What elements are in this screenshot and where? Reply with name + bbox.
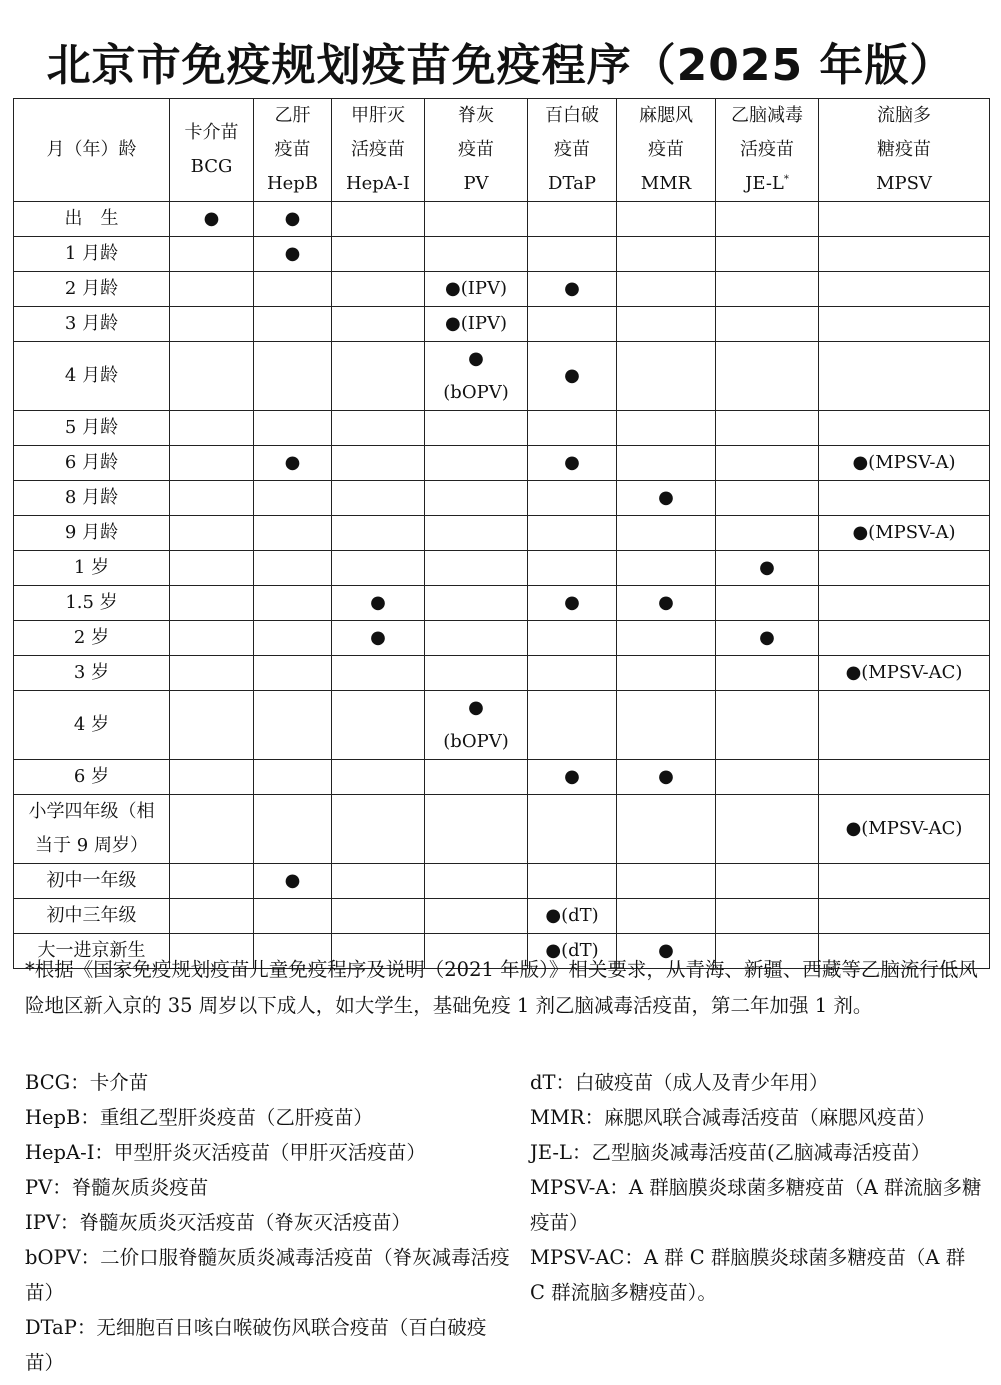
schedule-cell — [254, 446, 332, 481]
schedule-cell — [254, 621, 332, 656]
dose-mark: ● — [284, 208, 301, 229]
schedule-cell — [819, 202, 990, 237]
table-row — [14, 516, 990, 551]
schedule-cell — [170, 795, 254, 864]
table-row — [14, 899, 990, 934]
schedule-cell — [716, 551, 819, 586]
legend-left-column — [25, 1065, 515, 1380]
schedule-cell — [332, 621, 425, 656]
legend-item: MPSV-AC：A 群 C 群脑膜炎球菌多糖疫苗（A 群 C 群流脑多糖疫苗）。 — [530, 1246, 966, 1304]
schedule-cell — [716, 202, 819, 237]
row-age-label: 6 月龄 — [14, 446, 170, 481]
schedule-cell — [819, 237, 990, 272]
schedule-cell — [170, 481, 254, 516]
schedule-cell — [617, 795, 716, 864]
column-header-hepa: 甲肝灭 活疫苗 HepA-I — [332, 99, 425, 202]
schedule-cell — [528, 272, 617, 307]
schedule-cell — [332, 691, 425, 760]
dose-mark: ● — [564, 365, 580, 386]
schedule-cell — [819, 272, 990, 307]
legend-item: IPV：脊髓灰质炎灭活疫苗（脊灰灭活疫苗） — [25, 1211, 411, 1234]
schedule-cell — [425, 202, 528, 237]
schedule-cell — [170, 272, 254, 307]
schedule-cell — [617, 237, 716, 272]
schedule-cell — [332, 342, 425, 411]
schedule-cell — [716, 342, 819, 411]
schedule-cell — [819, 864, 990, 899]
schedule-cell — [617, 342, 716, 411]
schedule-cell — [170, 691, 254, 760]
dose-mark: ●(MPSV-AC) — [845, 818, 963, 839]
legend-item: MPSV-A：A 群脑膜炎球菌多糖疫苗（A 群流脑多糖疫苗） — [530, 1176, 982, 1234]
schedule-cell — [819, 795, 990, 864]
legend-item: DTaP：无细胞百日咳白喉破伤风联合疫苗（百白破疫苗） — [25, 1316, 487, 1374]
schedule-cell — [254, 551, 332, 586]
row-age-label: 8 月龄 — [14, 481, 170, 516]
schedule-cell — [170, 899, 254, 934]
schedule-cell — [528, 551, 617, 586]
schedule-cell — [528, 446, 617, 481]
legend-item: BCG：卡介苗 — [25, 1071, 149, 1094]
footnote — [25, 952, 981, 1024]
table-row — [14, 760, 990, 795]
table-row — [14, 551, 990, 586]
schedule-cell — [617, 516, 716, 551]
footnote-text: *根据《国家免疫规划疫苗儿童免疫程序及说明（2021 年版）》相关要求，从青海、新疆、西藏等乙脑流行低风险地区新入京的 35 周岁以下成人，如大学生，基础免疫 1 剂乙脑减毒活疫苗，第二年加强 1 剂。 — [25, 958, 978, 1017]
row-age-label: 2 岁 — [14, 621, 170, 656]
schedule-cell — [617, 551, 716, 586]
table-row — [14, 864, 990, 899]
schedule-cell — [617, 760, 716, 795]
row-age-label: 5 月龄 — [14, 411, 170, 446]
dose-mark: ● — [284, 243, 301, 264]
schedule-cell — [819, 760, 990, 795]
schedule-cell — [170, 446, 254, 481]
row-age-label: 4 岁 — [14, 691, 170, 760]
dose-mark: (bOPV) — [443, 382, 509, 403]
schedule-cell — [819, 656, 990, 691]
schedule-cell — [170, 307, 254, 342]
dose-mark: ● — [759, 557, 775, 578]
schedule-cell — [254, 656, 332, 691]
dose-mark: ● — [564, 766, 580, 787]
row-age-label: 初中三年级 — [14, 899, 170, 934]
row-age-label: 2 月龄 — [14, 272, 170, 307]
schedule-cell — [716, 307, 819, 342]
dose-mark: ● — [370, 592, 386, 613]
schedule-cell — [528, 202, 617, 237]
dose-mark: ● — [759, 627, 775, 648]
schedule-cell — [716, 446, 819, 481]
dose-mark: ●(MPSV-A) — [852, 522, 956, 543]
schedule-cell — [425, 481, 528, 516]
schedule-cell — [332, 551, 425, 586]
schedule-cell — [528, 760, 617, 795]
dose-mark: ● — [468, 697, 484, 718]
legend-item: PV：脊髓灰质炎疫苗 — [25, 1176, 209, 1199]
page-title: 北京市免疫规划疫苗免疫程序（2025 年版） — [46, 40, 955, 91]
schedule-cell — [716, 760, 819, 795]
schedule-cell — [170, 411, 254, 446]
column-header-pv: 脊灰 疫苗 PV — [425, 99, 528, 202]
table-row — [14, 621, 990, 656]
schedule-cell — [819, 691, 990, 760]
schedule-cell — [528, 899, 617, 934]
schedule-cell — [254, 516, 332, 551]
schedule-cell — [332, 864, 425, 899]
dose-mark: (bOPV) — [443, 731, 509, 752]
schedule-cell — [528, 411, 617, 446]
legend-item: dT：白破疫苗（成人及青少年用） — [530, 1071, 829, 1094]
schedule-cell — [170, 342, 254, 411]
schedule-cell — [716, 621, 819, 656]
schedule-cell — [425, 621, 528, 656]
table-row — [14, 342, 990, 411]
dose-mark: ● — [284, 452, 301, 473]
schedule-cell — [332, 795, 425, 864]
dose-mark: ● — [564, 592, 580, 613]
schedule-cell — [170, 656, 254, 691]
row-age-label: 大一进京新生 — [14, 934, 170, 969]
table-row — [14, 237, 990, 272]
row-age-label: 初中一年级 — [14, 864, 170, 899]
schedule-cell — [819, 586, 990, 621]
schedule-cell — [528, 342, 617, 411]
legend-item: MMR：麻腮风联合减毒活疫苗（麻腮风疫苗） — [530, 1106, 936, 1129]
schedule-cell — [716, 516, 819, 551]
schedule-cell — [716, 272, 819, 307]
schedule-cell — [617, 899, 716, 934]
schedule-cell — [528, 516, 617, 551]
schedule-cell — [716, 411, 819, 446]
dose-mark: ●(dT) — [545, 940, 599, 961]
table-row — [14, 795, 990, 864]
dose-mark: ● — [658, 940, 674, 961]
dose-mark: ● — [658, 487, 674, 508]
schedule-cell — [332, 760, 425, 795]
schedule-cell — [332, 237, 425, 272]
schedule-cell — [617, 481, 716, 516]
table-row — [14, 272, 990, 307]
row-age-label: 3 岁 — [14, 656, 170, 691]
schedule-cell — [425, 446, 528, 481]
schedule-cell — [170, 202, 254, 237]
row-age-label: 出 生 — [14, 202, 170, 237]
schedule-cell — [617, 411, 716, 446]
schedule-cell — [528, 621, 617, 656]
schedule-cell — [254, 202, 332, 237]
schedule-cell — [528, 691, 617, 760]
schedule-cell — [170, 551, 254, 586]
dose-mark: ●(IPV) — [445, 313, 507, 334]
schedule-cell — [332, 272, 425, 307]
schedule-cell — [254, 899, 332, 934]
column-header-jel: 乙脑减毒 活疫苗 JE-L* — [716, 99, 819, 202]
schedule-cell — [170, 586, 254, 621]
table-row — [14, 586, 990, 621]
row-age-label: 4 月龄 — [14, 342, 170, 411]
schedule-cell — [332, 202, 425, 237]
column-header-mpsv: 流脑多 糖疫苗 MPSV — [819, 99, 990, 202]
schedule-cell — [617, 864, 716, 899]
legend-item: JE-L：乙型脑炎减毒活疫苗(乙脑减毒活疫苗） — [530, 1141, 931, 1164]
schedule-cell — [528, 795, 617, 864]
schedule-cell — [617, 446, 716, 481]
dose-mark: ●(MPSV-A) — [852, 452, 956, 473]
schedule-cell — [170, 516, 254, 551]
schedule-cell — [716, 795, 819, 864]
row-age-label: 1 岁 — [14, 551, 170, 586]
dose-mark: ● — [564, 278, 580, 299]
schedule-cell — [254, 864, 332, 899]
schedule-cell — [425, 864, 528, 899]
schedule-cell — [617, 586, 716, 621]
table-row — [14, 411, 990, 446]
schedule-cell — [170, 760, 254, 795]
schedule-cell — [332, 481, 425, 516]
dose-mark: ● — [658, 592, 674, 613]
row-age-label: 1 月龄 — [14, 237, 170, 272]
schedule-cell — [425, 272, 528, 307]
schedule-cell — [425, 411, 528, 446]
row-age-label: 9 月龄 — [14, 516, 170, 551]
schedule-cell — [716, 481, 819, 516]
table-row — [14, 446, 990, 481]
schedule-cell — [528, 481, 617, 516]
legend-item: HepA-I：甲型肝炎灭活疫苗（甲肝灭活疫苗） — [25, 1141, 426, 1164]
dose-mark: ● — [284, 870, 301, 891]
schedule-cell — [254, 342, 332, 411]
schedule-cell — [254, 586, 332, 621]
schedule-cell — [425, 760, 528, 795]
schedule-cell — [332, 899, 425, 934]
schedule-cell — [332, 656, 425, 691]
column-header-bcg: 卡介苗 BCG — [170, 99, 254, 202]
schedule-cell — [254, 237, 332, 272]
schedule-cell — [617, 202, 716, 237]
schedule-cell — [528, 864, 617, 899]
table-row — [14, 307, 990, 342]
schedule-cell — [716, 656, 819, 691]
column-header-dtap: 百白破 疫苗 DTaP — [528, 99, 617, 202]
schedule-cell — [528, 307, 617, 342]
schedule-cell — [425, 795, 528, 864]
schedule-cell — [170, 237, 254, 272]
legend-item: HepB：重组乙型肝炎疫苗（乙肝疫苗） — [25, 1106, 373, 1129]
schedule-cell — [254, 411, 332, 446]
schedule-cell — [528, 237, 617, 272]
schedule-cell — [170, 864, 254, 899]
row-age-label: 3 月龄 — [14, 307, 170, 342]
schedule-cell — [819, 516, 990, 551]
schedule-cell — [425, 237, 528, 272]
schedule-cell — [716, 899, 819, 934]
schedule-cell — [254, 307, 332, 342]
schedule-cell — [716, 237, 819, 272]
dose-mark: ● — [370, 627, 386, 648]
table-header-row — [14, 99, 990, 202]
schedule-cell — [170, 621, 254, 656]
schedule-cell — [254, 481, 332, 516]
schedule-cell — [819, 621, 990, 656]
schedule-cell — [617, 307, 716, 342]
dose-mark: ● — [564, 452, 580, 473]
schedule-cell — [425, 307, 528, 342]
schedule-cell — [528, 656, 617, 691]
schedule-cell — [332, 516, 425, 551]
dose-mark: ●(dT) — [545, 905, 599, 926]
age-column-header: 月（年）龄 — [14, 99, 170, 202]
schedule-cell — [332, 307, 425, 342]
schedule-cell — [819, 551, 990, 586]
schedule-cell — [254, 760, 332, 795]
schedule-cell — [819, 307, 990, 342]
schedule-cell — [425, 656, 528, 691]
schedule-cell — [716, 691, 819, 760]
row-age-label: 6 岁 — [14, 760, 170, 795]
schedule-cell — [425, 551, 528, 586]
dose-mark: ●(MPSV-AC) — [845, 662, 963, 683]
immunization-schedule-table — [13, 98, 990, 969]
schedule-cell — [332, 446, 425, 481]
schedule-cell — [254, 272, 332, 307]
schedule-cell — [617, 621, 716, 656]
row-age-label: 1.5 岁 — [14, 586, 170, 621]
schedule-cell — [819, 342, 990, 411]
schedule-cell — [425, 342, 528, 411]
schedule-cell — [617, 656, 716, 691]
table-row — [14, 656, 990, 691]
dose-mark: ● — [658, 766, 674, 787]
schedule-cell — [332, 411, 425, 446]
schedule-cell — [819, 411, 990, 446]
table-row — [14, 481, 990, 516]
schedule-cell — [332, 586, 425, 621]
schedule-cell — [425, 516, 528, 551]
schedule-cell — [425, 899, 528, 934]
schedule-cell — [617, 272, 716, 307]
schedule-cell — [716, 864, 819, 899]
schedule-cell — [425, 586, 528, 621]
dose-mark: ● — [468, 348, 484, 369]
schedule-cell — [819, 446, 990, 481]
schedule-cell — [716, 586, 819, 621]
schedule-cell — [819, 899, 990, 934]
column-header-mmr: 麻腮风 疫苗 MMR — [617, 99, 716, 202]
column-header-hepb: 乙肝 疫苗 HepB — [254, 99, 332, 202]
legend-right-column — [530, 1065, 985, 1310]
schedule-cell — [254, 691, 332, 760]
legend-item: bOPV：二价口服脊髓灰质炎减毒活疫苗（脊灰减毒活疫苗） — [25, 1246, 510, 1304]
schedule-cell — [528, 586, 617, 621]
schedule-cell — [819, 481, 990, 516]
schedule-cell — [617, 691, 716, 760]
schedule-cell — [254, 795, 332, 864]
row-age-label: 小学四年级（相 当于 9 周岁） — [14, 795, 170, 864]
dose-mark: ●(IPV) — [445, 278, 507, 299]
table-row — [14, 691, 990, 760]
dose-mark: ● — [203, 208, 220, 229]
table-row — [14, 202, 990, 237]
schedule-cell — [425, 691, 528, 760]
